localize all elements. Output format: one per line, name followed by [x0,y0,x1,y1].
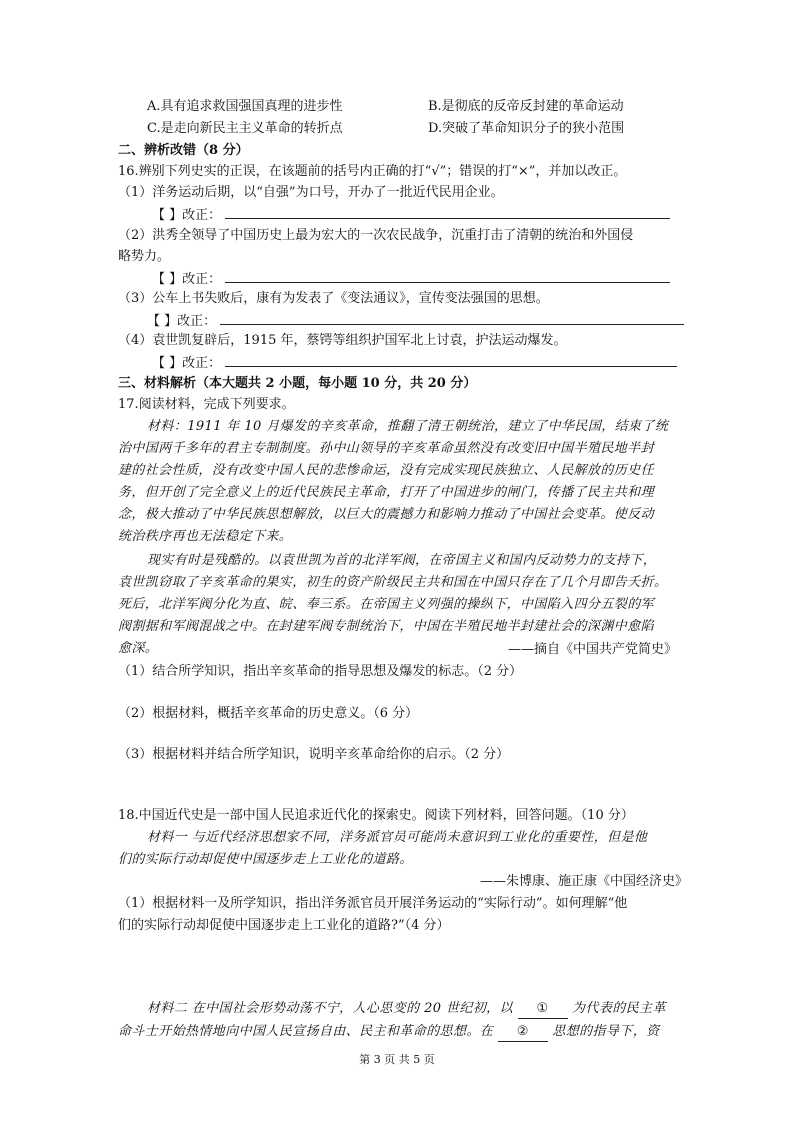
material-line: 材料：1911 年 10 月爆发的辛亥革命，推翻了清王朝统治，建立了中华民国，结束了统 [147,419,669,434]
fill-blank-2[interactable]: ② [498,1023,548,1042]
option-a: A.具有追求救国强国真理的进步性 [147,99,343,114]
q16-item-3: （3）公车上书失败后，康有为发表了《变法通议》，宣传变法强国的思想。 [118,291,549,306]
option-d: D.突破了革命知识分子的狭小范围 [428,121,625,136]
material-line: 念，极大推动了中华民族思想解放，以巨大的震撼力和影响力推动了中国社会变革。使反动 [118,507,655,522]
q17-stem: 17.阅读材料，完成下列要求。 [118,397,295,412]
q17-sub-3: （3）根据材料并结合所学知识，说明辛亥革命给你的启示。（2 分） [118,747,510,762]
q17-sub-1: （1）结合所学知识，指出辛亥革命的指导思想及爆发的标志。（2 分） [118,664,523,679]
q16-stem: 16.辨别下列史实的正误，在该题前的括号内正确的打“√”；错误的打“×”，并加以改正。 [118,164,627,179]
q18-stem: 18.中国近代史是一部中国人民追求近代化的探索史。阅读下列材料，回答问题。（10 分） [118,808,634,823]
q16-item-4: （4）袁世凯复辟后，1915 年，蔡锷等组织护国军北上讨袁，护法运动爆发。 [118,333,567,348]
correction-line-4[interactable] [225,353,677,367]
fill-blank-1[interactable]: ① [518,1000,568,1019]
q16-answer-row-1 [152,205,670,225]
section3-heading: 三、材料解析（本大题共 2 小题，每小题 10 分，共 20 分） [118,376,477,391]
material-line: 建的社会性质，没有改变中国人民的悲惨命运，没有完成实现民族独立、人民解放的历史任 [118,463,655,478]
material-two-text: 命斗士开始热情地向中国人民宣扬自由、民主和革命的思想。在 [118,1024,494,1039]
material-line: 务，但开创了完全意义上的近代民族民主革命，打开了中国进步的闸门，传播了民主共和理 [118,485,655,500]
material-two-text: 为代表的民主革 [572,1001,666,1016]
q16-answer-row-3 [147,311,684,331]
q16-item-2-line2: 略势力。 [118,249,171,264]
option-b: B.是彻底的反帝反封建的革命运动 [428,99,624,114]
material-line: 现实有时是残酷的。以袁世凯为首的北洋军阀，在帝国主义和国内反动势力的支持下， [147,553,657,568]
material-line: 治中国两千多年的君主专制制度。孙中山领导的辛亥革命虽然没有改变旧中国半殖民地半封 [118,441,655,456]
material-two-text: 材料二 在中国社会形势动荡不宁，人心思变的 20 世纪初，以 [147,1001,513,1016]
material-two-line2 [118,1023,660,1042]
bracket-label: 【 】改正： [152,208,222,223]
correction-line-3[interactable] [220,311,684,325]
source-citation-18: ——朱博康、施正康《中国经济史》 [480,874,689,889]
material-line: 袁世凯窃取了辛亥革命的果实，初生的资产阶级民主共和国在中国只存在了几个月即告夭折。 [118,575,668,590]
option-c: C.是走向新民主主义革命的转折点 [147,121,343,136]
material-line: 愈深。 [118,641,159,656]
q18-sub-1-line2: 们的实际行动却促使中国逐步走上工业化的道路?”（4 分） [118,918,450,933]
material-two-text: 思想的指导下，资 [552,1024,660,1039]
correction-line-1[interactable] [225,205,670,219]
material-one-line2: 们的实际行动却促使中国逐步走上工业化的道路。 [118,852,413,867]
q16-item-1: （1）洋务运动后期，以“自强”为口号，开办了一批近代民用企业。 [118,185,504,200]
material-two-line1 [147,1000,666,1019]
source-citation-17: ——摘自《中国共产党简史》 [508,642,678,657]
bracket-label: 【 】改正： [147,314,217,329]
q16-item-2-line1: （2）洪秀全领导了中国历史上最为宏大的一次农民战争，沉重打击了清朝的统治和外国侵 [118,228,634,243]
section2-heading: 二、辨析改错（8 分） [118,143,249,158]
material-line: 阀割据和军阀混战之中。在封建军阀专制统治下，中国在半殖民地半封建社会的深渊中愈陷 [118,619,655,634]
material-line: 统治秩序再也无法稳定下来。 [118,529,293,544]
correction-line-2[interactable] [225,269,670,283]
bracket-label: 【 】改正： [152,272,222,287]
page-number-footer: 第 3 页 共 5 页 [359,1053,435,1066]
q16-answer-row-4 [152,353,677,373]
q17-sub-2: （2）根据材料，概括辛亥革命的历史意义。（6 分） [118,706,419,721]
material-line: 死后，北洋军阀分化为直、皖、奉三系。在帝国主义列强的操纵下，中国陷入四分五裂的军 [118,597,655,612]
q16-answer-row-2 [152,269,670,289]
q18-sub-1-line1: （1）根据材料一及所学知识，指出洋务派官员开展洋务运动的“实际行动”。如何理解“他 [118,896,628,911]
material-one-line1: 材料一 与近代经济思想家不同，洋务派官员可能尚未意识到工业化的重要性，但是他 [147,830,648,845]
bracket-label: 【 】改正： [152,356,222,371]
